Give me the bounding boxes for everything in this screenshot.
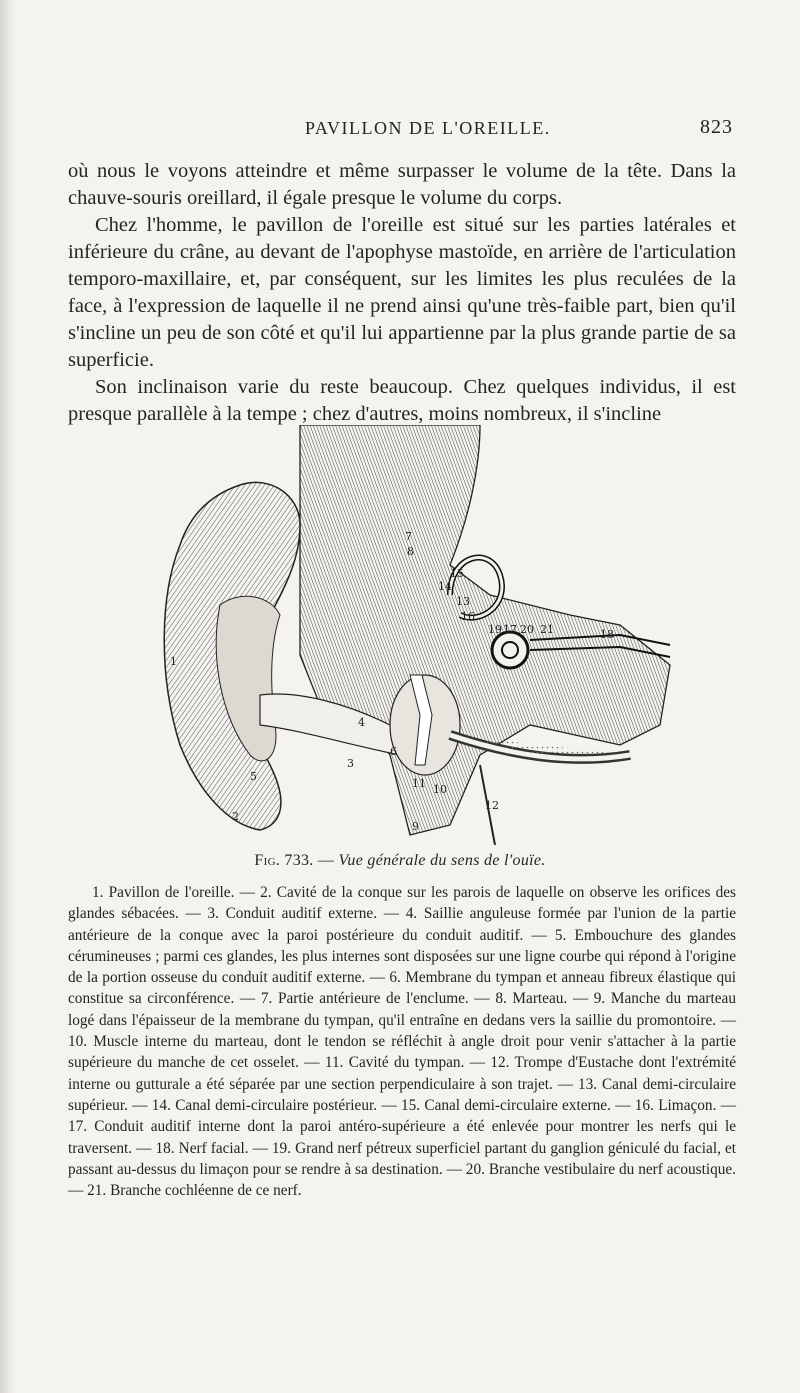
legend-text: 1. Pavillon de l'oreille. — 2. Cavité de la conque sur les parois de laquelle on observe les orifices des glandes sébacées. — 3. Conduit auditif externe. — 4. Saillie anguleuse formée par l'union de la partie antérieure de la conque avec la paroi postérieure du conduit auditif. — 5. Embouchure des glandes cérumineuses ; parmi ces glandes, les plus internes sont disposées sur une ligne courbe qui répond à l'origine de la portion osseuse du conduit auditif externe. — 6. Membrane du tympan et anneau fibreux élastique qui constitue sa circonférence. — 7. Partie antérieure de l'enclume. — 8. Marteau. — 9. Manche du marteau logé dans l'épaisseur de la membrane du tympan, qu'il entraîne en dedans vers la saillie du promontoire. — 10. Muscle interne du marteau, dont le tendon se réfléchit à angle droit pour venir s'attacher à la partie supérieure du manche de cet osselet. — 11. Cavité du tympan. — 12. Trompe d'Eustache dont l'extrémité interne ou gutturale a été séparée par une section perpendiculaire à son trajet. — 13. Canal demi-circulaire supérieur. — 14. Canal demi-circulaire postérieur. — 15. Canal demi-circulaire externe. — 16. Limaçon. — 17. Conduit auditif interne dont la paroi antéro-supérieure a été enlevée pour montrer les nerfs qui le traversent. — 18. Nerf facial. — 19. Grand nerf pétreux superficiel partant du ganglion géniculé du facial, et passant au-dessus du limaçon pour se rendre à sa destination. — 20. Branche vestibulaire du nerf acoustique. — 21. Branche cochléenne de ce nerf.: [68, 884, 736, 1200]
label-16: 16: [461, 610, 475, 623]
anatomical-figure: [150, 425, 690, 845]
temporal-bone: [300, 425, 670, 835]
figure-number: Fig. 733. —: [254, 852, 335, 869]
label-4: 4: [358, 716, 365, 729]
label-17: 17: [503, 623, 517, 636]
page-binding-shadow: [0, 0, 16, 1393]
ear-engraving: [150, 425, 690, 845]
label-11: 11: [412, 777, 426, 790]
label-7: 7: [405, 530, 412, 543]
label-9: 9: [412, 820, 419, 833]
paragraph: Chez l'homme, le pavillon de l'oreille est situé sur les parties latérales et inférieure du crâne, au devant de l'apophyse mastoïde, en arrière de l'articulation temporo-maxillaire, et, par conséquent, sur les limites les plus reculées de la face, à l'expression de laquelle il ne prend ainsi qu'une très-faible part, bien qu'il s'incline un peu de son côté et qu'il lui appartienne par la plus grande partie de sa superficie.: [68, 214, 736, 371]
label-2: 2: [232, 810, 239, 823]
body-text: [68, 158, 736, 428]
label-8: 8: [407, 545, 414, 558]
label-1: 1: [170, 655, 177, 668]
label-15: 15: [450, 567, 464, 580]
figure-legend: [68, 882, 736, 1201]
label-19: 19: [488, 623, 502, 636]
label-12: 12: [485, 799, 499, 812]
figure-caption: [0, 852, 800, 870]
label-6: 6: [390, 745, 397, 758]
paragraph: où nous le voyons atteindre et même surpasser le volume de la tête. Dans la chauve-souris oreillard, il égale presque le volume du corps.: [68, 160, 736, 209]
page-number: 823: [700, 116, 733, 138]
label-21: 21: [540, 623, 554, 636]
label-10: 10: [433, 783, 447, 796]
paragraph: Son inclinaison varie du reste beaucoup. Chez quelques individus, il est presque parallèle à la tempe ; chez d'autres, moins nombreux, il s'incline: [68, 376, 736, 425]
page-header: [0, 118, 800, 148]
label-13: 13: [456, 595, 470, 608]
label-18: 18: [600, 628, 614, 641]
label-20: 20: [520, 623, 534, 636]
running-title: PAVILLON DE L'OREILLE.: [305, 118, 551, 138]
figure-title: Vue générale du sens de l'ouïe.: [338, 852, 546, 869]
label-5: 5: [250, 770, 257, 783]
label-14: 14: [438, 580, 452, 593]
label-3: 3: [347, 757, 354, 770]
cochlea: [492, 632, 528, 668]
